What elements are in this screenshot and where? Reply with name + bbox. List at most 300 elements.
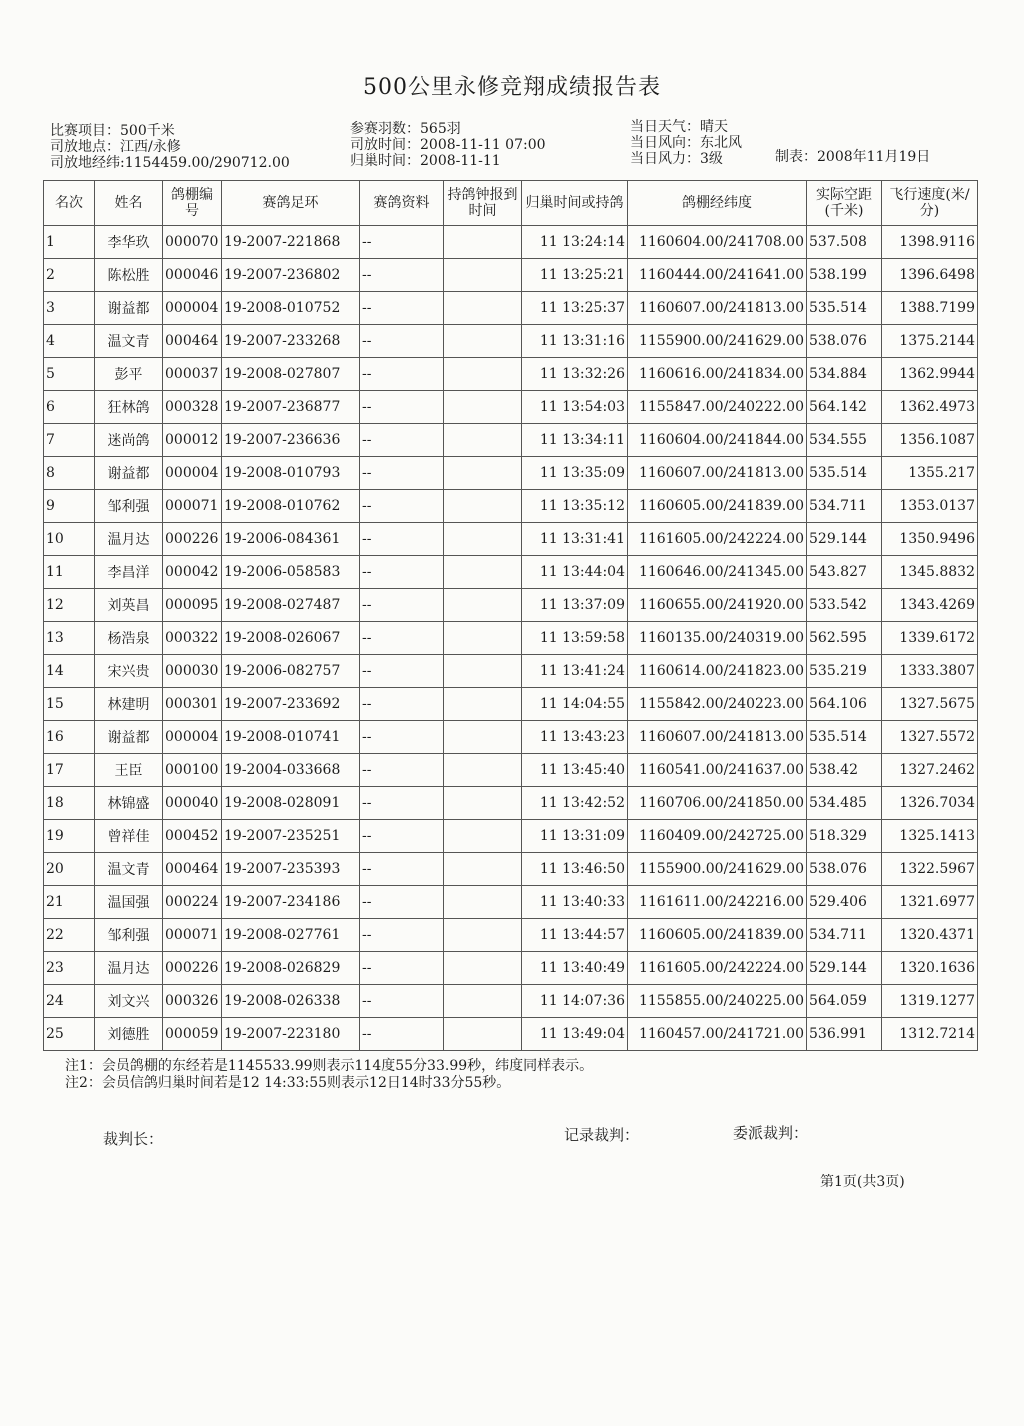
pigeon-info-cell: --: [360, 556, 444, 589]
arrival-time-cell: 11 13:35:12: [522, 490, 628, 523]
speed-cell: 1319.1277: [882, 985, 978, 1018]
name-cell: 温国强: [95, 886, 163, 919]
pigeon-info-cell: --: [360, 787, 444, 820]
ring-number-cell: 19-2008-027807: [222, 358, 360, 391]
delegate-signature: 委派裁判：: [733, 1124, 809, 1142]
arrival-time-cell: 11 13:46:50: [522, 853, 628, 886]
loft-id-cell: 000100: [163, 754, 222, 787]
speed-cell: 1312.7214: [882, 1018, 978, 1051]
arrival-time-cell: 11 13:43:23: [522, 721, 628, 754]
arrival-time-cell: 11 13:54:03: [522, 391, 628, 424]
loft-id-cell: 000046: [163, 259, 222, 292]
pigeon-info-cell: --: [360, 886, 444, 919]
speed-cell: 1320.4371: [882, 919, 978, 952]
arrival-time-cell: 11 13:44:04: [522, 556, 628, 589]
results-table: [43, 180, 978, 1051]
distance-cell: 535.514: [807, 292, 882, 325]
name-cell: 曾祥佳: [95, 820, 163, 853]
clock-time-cell: [444, 523, 522, 556]
wind-force: 当日风力：3级: [630, 151, 723, 167]
loft-coords-cell: 1160655.00/241920.00: [628, 589, 807, 622]
table-row: [44, 886, 978, 919]
distance-cell: 536.991: [807, 1018, 882, 1051]
arrival-time-cell: 11 13:31:16: [522, 325, 628, 358]
clock-time-cell: [444, 358, 522, 391]
pigeon-info-cell: --: [360, 820, 444, 853]
ring-number-cell: 19-2007-236802: [222, 259, 360, 292]
distance-cell: 543.827: [807, 556, 882, 589]
ring-number-cell: 19-2007-223180: [222, 1018, 360, 1051]
loft-id-cell: 000224: [163, 886, 222, 919]
speed-cell: 1343.4269: [882, 589, 978, 622]
speed-cell: 1375.2144: [882, 325, 978, 358]
loft-id-cell: 000071: [163, 919, 222, 952]
clock-time-cell: [444, 1018, 522, 1051]
clock-time-cell: [444, 325, 522, 358]
rank-cell: 4: [44, 325, 95, 358]
name-cell: 宋兴贵: [95, 655, 163, 688]
arrival-time-cell: 11 13:59:58: [522, 622, 628, 655]
loft-id-cell: 000322: [163, 622, 222, 655]
loft-id-cell: 000071: [163, 490, 222, 523]
name-cell: 林锦盛: [95, 787, 163, 820]
arrival-time-cell: 11 13:35:09: [522, 457, 628, 490]
ring-number-cell: 19-2007-236877: [222, 391, 360, 424]
name-cell: 刘文兴: [95, 985, 163, 1018]
distance-cell: 564.142: [807, 391, 882, 424]
loft-id-cell: 000004: [163, 292, 222, 325]
loft-id-cell: 000226: [163, 523, 222, 556]
page-number: 第1页(共3页): [820, 1174, 905, 1190]
loft-coords-cell: 1160616.00/241834.00: [628, 358, 807, 391]
name-cell: 狂林鸽: [95, 391, 163, 424]
speed-cell: 1362.4973: [882, 391, 978, 424]
arrival-time-cell: 11 13:40:33: [522, 886, 628, 919]
speed-cell: 1326.7034: [882, 787, 978, 820]
ring-number-cell: 19-2008-010752: [222, 292, 360, 325]
name-cell: 温月达: [95, 523, 163, 556]
clock-time-cell: [444, 424, 522, 457]
pigeon-info-cell: --: [360, 754, 444, 787]
loft-coords-cell: 1160605.00/241839.00: [628, 919, 807, 952]
speed-cell: 1353.0137: [882, 490, 978, 523]
rank-cell: 24: [44, 985, 95, 1018]
ring-number-cell: 19-2008-027487: [222, 589, 360, 622]
speed-cell: 1325.1413: [882, 820, 978, 853]
distance-cell: 534.711: [807, 490, 882, 523]
table-row: [44, 919, 978, 952]
arrival-time-cell: 11 13:42:52: [522, 787, 628, 820]
pigeon-info-cell: --: [360, 1018, 444, 1051]
ring-number-cell: 19-2008-010741: [222, 721, 360, 754]
table-row: [44, 457, 978, 490]
clock-time-cell: [444, 259, 522, 292]
loft-id-cell: 000464: [163, 853, 222, 886]
pigeon-info-cell: --: [360, 259, 444, 292]
rank-cell: 1: [44, 226, 95, 259]
table-row: [44, 325, 978, 358]
arrival-time-cell: 11 13:37:09: [522, 589, 628, 622]
clock-time-cell: [444, 754, 522, 787]
pigeon-info-cell: --: [360, 919, 444, 952]
page-title: 500公里永修竞翔成绩报告表: [363, 75, 661, 100]
ring-number-cell: 19-2008-028091: [222, 787, 360, 820]
table-row: [44, 688, 978, 721]
loft-id-cell: 000030: [163, 655, 222, 688]
return-time: 归巢时间：2008-11-11: [350, 153, 501, 169]
arrival-time-cell: 11 13:31:09: [522, 820, 628, 853]
arrival-time-cell: 11 14:07:36: [522, 985, 628, 1018]
pigeon-info-cell: --: [360, 358, 444, 391]
notes: [65, 1058, 593, 1092]
ring-number-cell: 19-2006-058583: [222, 556, 360, 589]
rank-cell: 16: [44, 721, 95, 754]
rank-cell: 5: [44, 358, 95, 391]
arrival-time-cell: 11 14:04:55: [522, 688, 628, 721]
header-rank: 名次: [44, 181, 95, 226]
arrival-time-cell: 11 13:34:11: [522, 424, 628, 457]
loft-coords-cell: 1155900.00/241629.00: [628, 853, 807, 886]
table-row: [44, 259, 978, 292]
loft-coords-cell: 1160135.00/240319.00: [628, 622, 807, 655]
loft-id-cell: 000301: [163, 688, 222, 721]
loft-coords-cell: 1155847.00/240222.00: [628, 391, 807, 424]
clock-time-cell: [444, 886, 522, 919]
loft-coords-cell: 1160614.00/241823.00: [628, 655, 807, 688]
pigeon-info-cell: --: [360, 523, 444, 556]
release-coords: 司放地经纬:1154459.00/290712.00: [50, 155, 290, 171]
rank-cell: 13: [44, 622, 95, 655]
ring-number-cell: 19-2008-010762: [222, 490, 360, 523]
clock-time-cell: [444, 853, 522, 886]
header-distance: 实际空距(千米): [807, 181, 882, 226]
distance-cell: 538.199: [807, 259, 882, 292]
name-cell: 林建明: [95, 688, 163, 721]
distance-cell: 535.219: [807, 655, 882, 688]
clock-time-cell: [444, 292, 522, 325]
distance-cell: 534.555: [807, 424, 882, 457]
clock-time-cell: [444, 787, 522, 820]
arrival-time-cell: 11 13:41:24: [522, 655, 628, 688]
clock-time-cell: [444, 490, 522, 523]
clock-time-cell: [444, 688, 522, 721]
pigeon-info-cell: --: [360, 952, 444, 985]
loft-coords-cell: 1160607.00/241813.00: [628, 292, 807, 325]
ring-number-cell: 19-2006-082757: [222, 655, 360, 688]
ring-number-cell: 19-2007-221868: [222, 226, 360, 259]
ring-number-cell: 19-2007-234186: [222, 886, 360, 919]
rank-cell: 11: [44, 556, 95, 589]
header-clock: 持鸽钟报到时间: [444, 181, 522, 226]
loft-id-cell: 000037: [163, 358, 222, 391]
pigeon-info-cell: --: [360, 721, 444, 754]
loft-coords-cell: 1161605.00/242224.00: [628, 952, 807, 985]
table-row: [44, 391, 978, 424]
pigeon-info-cell: --: [360, 457, 444, 490]
speed-cell: 1322.5967: [882, 853, 978, 886]
loft-coords-cell: 1160706.00/241850.00: [628, 787, 807, 820]
pigeon-info-cell: --: [360, 622, 444, 655]
loft-id-cell: 000004: [163, 721, 222, 754]
speed-cell: 1339.6172: [882, 622, 978, 655]
loft-coords-cell: 1160444.00/241641.00: [628, 259, 807, 292]
ring-number-cell: 19-2008-010793: [222, 457, 360, 490]
rank-cell: 8: [44, 457, 95, 490]
table-row: [44, 787, 978, 820]
event-info: 比赛项目：500千米: [50, 123, 175, 139]
loft-coords-cell: 1160607.00/241813.00: [628, 457, 807, 490]
loft-id-cell: 000040: [163, 787, 222, 820]
speed-cell: 1388.7199: [882, 292, 978, 325]
ring-number-cell: 19-2007-233268: [222, 325, 360, 358]
loft-id-cell: 000042: [163, 556, 222, 589]
distance-cell: 533.542: [807, 589, 882, 622]
name-cell: 杨浩泉: [95, 622, 163, 655]
name-cell: 王臣: [95, 754, 163, 787]
clock-time-cell: [444, 556, 522, 589]
loft-coords-cell: 1161605.00/242224.00: [628, 523, 807, 556]
distance-cell: 535.514: [807, 457, 882, 490]
loft-coords-cell: 1155842.00/240223.00: [628, 688, 807, 721]
table-row: [44, 358, 978, 391]
table-row: [44, 523, 978, 556]
ring-number-cell: 19-2007-235251: [222, 820, 360, 853]
loft-coords-cell: 1160409.00/242725.00: [628, 820, 807, 853]
speed-cell: 1356.1087: [882, 424, 978, 457]
table-row: [44, 754, 978, 787]
rank-cell: 18: [44, 787, 95, 820]
arrival-time-cell: 11 13:45:40: [522, 754, 628, 787]
ring-number-cell: 19-2007-233692: [222, 688, 360, 721]
loft-coords-cell: 1160604.00/241844.00: [628, 424, 807, 457]
pigeon-info-cell: --: [360, 490, 444, 523]
rank-cell: 17: [44, 754, 95, 787]
distance-cell: 564.059: [807, 985, 882, 1018]
header-info: 赛鸽资料: [360, 181, 444, 226]
speed-cell: 1327.5572: [882, 721, 978, 754]
arrival-time-cell: 11 13:25:37: [522, 292, 628, 325]
table-row: [44, 589, 978, 622]
loft-coords-cell: 1160457.00/241721.00: [628, 1018, 807, 1051]
arrival-time-cell: 11 13:49:04: [522, 1018, 628, 1051]
speed-cell: 1321.6977: [882, 886, 978, 919]
loft-id-cell: 000095: [163, 589, 222, 622]
rank-cell: 25: [44, 1018, 95, 1051]
table-row: [44, 292, 978, 325]
loft-coords-cell: 1161611.00/242216.00: [628, 886, 807, 919]
pigeon-info-cell: --: [360, 391, 444, 424]
table-row: [44, 226, 978, 259]
ring-number-cell: 19-2008-027761: [222, 919, 360, 952]
note-1: 注1：会员鸽棚的东经若是1145533.99则表示114度55分33.99秒，纬度同样表示。: [65, 1058, 594, 1074]
rank-cell: 2: [44, 259, 95, 292]
distance-cell: 564.106: [807, 688, 882, 721]
arrival-time-cell: 11 13:44:57: [522, 919, 628, 952]
name-cell: 迷尚鸽: [95, 424, 163, 457]
pigeon-info-cell: --: [360, 655, 444, 688]
pigeon-info-cell: --: [360, 589, 444, 622]
distance-cell: 529.406: [807, 886, 882, 919]
rank-cell: 14: [44, 655, 95, 688]
loft-id-cell: 000464: [163, 325, 222, 358]
recorder-signature: 记录裁判：: [564, 1126, 640, 1144]
rank-cell: 19: [44, 820, 95, 853]
ring-number-cell: 19-2008-026338: [222, 985, 360, 1018]
pigeon-info-cell: --: [360, 853, 444, 886]
chief-judge-signature: 裁判长：: [103, 1130, 164, 1148]
rank-cell: 23: [44, 952, 95, 985]
arrival-time-cell: 11 13:32:26: [522, 358, 628, 391]
name-cell: 李华玖: [95, 226, 163, 259]
name-cell: 谢益都: [95, 292, 163, 325]
release-time: 司放时间：2008-11-11 07:00: [350, 137, 546, 153]
speed-cell: 1396.6498: [882, 259, 978, 292]
wind-direction: 当日风向：东北风: [630, 135, 742, 151]
pigeon-info-cell: --: [360, 292, 444, 325]
rank-cell: 12: [44, 589, 95, 622]
loft-id-cell: 000012: [163, 424, 222, 457]
loft-coords-cell: 1160541.00/241637.00: [628, 754, 807, 787]
clock-time-cell: [444, 457, 522, 490]
name-cell: 李昌洋: [95, 556, 163, 589]
table-row: [44, 655, 978, 688]
loft-coords-cell: 1160605.00/241839.00: [628, 490, 807, 523]
ring-number-cell: 19-2004-033668: [222, 754, 360, 787]
made-date: 制表：2008年11月19日: [775, 149, 931, 165]
name-cell: 陈松胜: [95, 259, 163, 292]
header-speed: 飞行速度(米/分): [882, 181, 978, 226]
release-place: 司放地点：江西/永修: [50, 139, 181, 155]
arrival-time-cell: 11 13:40:49: [522, 952, 628, 985]
distance-cell: 529.144: [807, 952, 882, 985]
results-body: [44, 226, 978, 1051]
name-cell: 谢益都: [95, 721, 163, 754]
loft-id-cell: 000452: [163, 820, 222, 853]
loft-id-cell: 000004: [163, 457, 222, 490]
name-cell: 谢益都: [95, 457, 163, 490]
loft-coords-cell: 1160607.00/241813.00: [628, 721, 807, 754]
speed-cell: 1333.3807: [882, 655, 978, 688]
table-row: [44, 952, 978, 985]
loft-coords-cell: 1155855.00/240225.00: [628, 985, 807, 1018]
header-loft: 鸽棚编号: [163, 181, 222, 226]
clock-time-cell: [444, 391, 522, 424]
distance-cell: 538.076: [807, 853, 882, 886]
loft-coords-cell: 1155900.00/241629.00: [628, 325, 807, 358]
table-row: [44, 1018, 978, 1051]
pigeon-info-cell: --: [360, 688, 444, 721]
clock-time-cell: [444, 655, 522, 688]
header-ring: 赛鸽足环: [222, 181, 360, 226]
rank-cell: 20: [44, 853, 95, 886]
clock-time-cell: [444, 721, 522, 754]
distance-cell: 562.595: [807, 622, 882, 655]
speed-cell: 1320.1636: [882, 952, 978, 985]
name-cell: 温文青: [95, 325, 163, 358]
table-row: [44, 853, 978, 886]
speed-cell: 1362.9944: [882, 358, 978, 391]
speed-cell: 1327.5675: [882, 688, 978, 721]
name-cell: 刘英昌: [95, 589, 163, 622]
pigeon-info-cell: --: [360, 325, 444, 358]
rank-cell: 6: [44, 391, 95, 424]
clock-time-cell: [444, 952, 522, 985]
rank-cell: 7: [44, 424, 95, 457]
note-2: 注2：会员信鸽归巢时间若是12 14:33:55则表示12日14时33分55秒。: [65, 1075, 511, 1091]
arrival-time-cell: 11 13:25:21: [522, 259, 628, 292]
distance-cell: 534.711: [807, 919, 882, 952]
clock-time-cell: [444, 985, 522, 1018]
rank-cell: 22: [44, 919, 95, 952]
clock-time-cell: [444, 226, 522, 259]
rank-cell: 15: [44, 688, 95, 721]
speed-cell: 1355.217: [882, 457, 978, 490]
table-row: [44, 424, 978, 457]
clock-time-cell: [444, 589, 522, 622]
ring-number-cell: 19-2006-084361: [222, 523, 360, 556]
loft-id-cell: 000328: [163, 391, 222, 424]
table-row: [44, 622, 978, 655]
ring-number-cell: 19-2008-026829: [222, 952, 360, 985]
speed-cell: 1327.2462: [882, 754, 978, 787]
pigeon-info-cell: --: [360, 424, 444, 457]
clock-time-cell: [444, 622, 522, 655]
name-cell: 邹利强: [95, 490, 163, 523]
distance-cell: 534.485: [807, 787, 882, 820]
entries-count: 参赛羽数：565羽: [350, 121, 461, 137]
rank-cell: 21: [44, 886, 95, 919]
name-cell: 刘德胜: [95, 1018, 163, 1051]
loft-id-cell: 000070: [163, 226, 222, 259]
loft-coords-cell: 1160604.00/241708.00: [628, 226, 807, 259]
pigeon-info-cell: --: [360, 985, 444, 1018]
clock-time-cell: [444, 820, 522, 853]
arrival-time-cell: 11 13:24:14: [522, 226, 628, 259]
distance-cell: 538.42: [807, 754, 882, 787]
distance-cell: 535.514: [807, 721, 882, 754]
table-row: [44, 820, 978, 853]
distance-cell: 538.076: [807, 325, 882, 358]
table-row: [44, 490, 978, 523]
name-cell: 邹利强: [95, 919, 163, 952]
name-cell: 温月达: [95, 952, 163, 985]
arrival-time-cell: 11 13:31:41: [522, 523, 628, 556]
loft-coords-cell: 1160646.00/241345.00: [628, 556, 807, 589]
loft-id-cell: 000226: [163, 952, 222, 985]
rank-cell: 9: [44, 490, 95, 523]
rank-cell: 3: [44, 292, 95, 325]
loft-id-cell: 000326: [163, 985, 222, 1018]
distance-cell: 518.329: [807, 820, 882, 853]
ring-number-cell: 19-2008-026067: [222, 622, 360, 655]
rank-cell: 10: [44, 523, 95, 556]
pigeon-info-cell: --: [360, 226, 444, 259]
ring-number-cell: 19-2007-235393: [222, 853, 360, 886]
header-coords: 鸽棚经纬度: [628, 181, 807, 226]
clock-time-cell: [444, 919, 522, 952]
table-row: [44, 556, 978, 589]
name-cell: 彭平: [95, 358, 163, 391]
loft-id-cell: 000059: [163, 1018, 222, 1051]
name-cell: 温文青: [95, 853, 163, 886]
header-name: 姓名: [95, 181, 163, 226]
distance-cell: 534.884: [807, 358, 882, 391]
header-arrival: 归巢时间或持鸽: [522, 181, 628, 226]
distance-cell: 529.144: [807, 523, 882, 556]
speed-cell: 1350.9496: [882, 523, 978, 556]
weather: 当日天气：晴天: [630, 119, 728, 135]
speed-cell: 1345.8832: [882, 556, 978, 589]
